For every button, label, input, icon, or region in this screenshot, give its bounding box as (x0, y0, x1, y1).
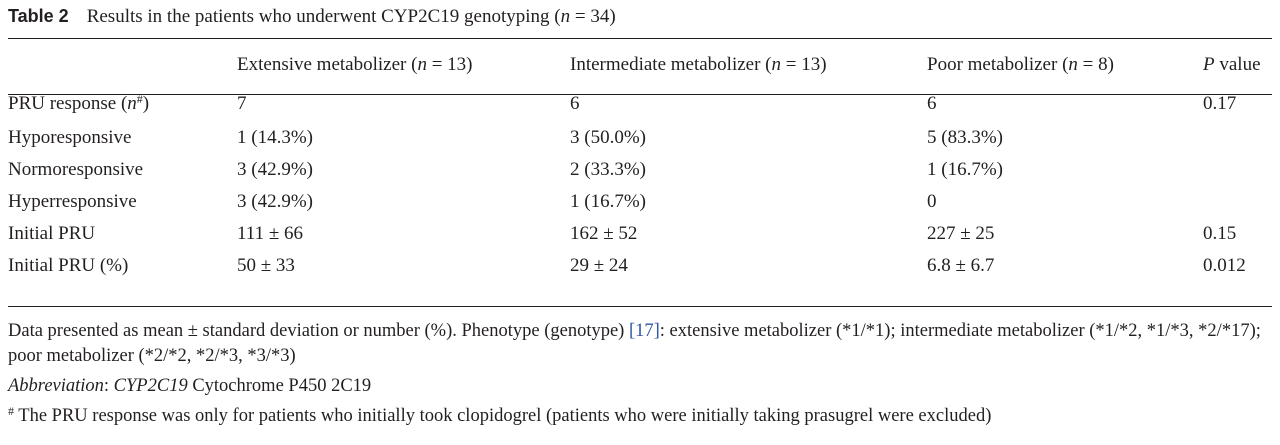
cell-intermediate: 162 ± 52 (570, 223, 638, 244)
table-title: Results in the patients who underwent CYP2C19 genotyping (n = 34) (86, 6, 616, 27)
cell-intermediate: 29 ± 24 (570, 255, 628, 276)
cell-poor: 6 (927, 93, 937, 114)
cell-intermediate: 1 (16.7%) (570, 191, 646, 212)
header-p-value: P value (1203, 54, 1261, 75)
table-row (8, 122, 1278, 154)
reference-link[interactable]: [17] (628, 321, 660, 341)
header-empty (8, 48, 237, 82)
cell-intermediate: 6 (570, 93, 580, 114)
table-row (8, 250, 1278, 282)
cell-p-value (1203, 186, 1278, 218)
row-label: PRU response (n#) (8, 92, 150, 114)
header-poor: Poor metabolizer (n = 8) (927, 54, 1114, 75)
cell-poor: 6.8 ± 6.7 (927, 255, 995, 276)
footnote: # The PRU response was only for patients who initially took clopidogrel (patients who were initially taking prasugrel were excluded) (8, 404, 992, 426)
cell-extensive: 7 (237, 93, 247, 114)
table-notes (8, 319, 1276, 434)
row-label: Hyporesponsive (8, 127, 132, 148)
cell-p-value: 0.15 (1203, 223, 1237, 244)
cell-poor: 0 (927, 191, 937, 212)
table-caption (8, 6, 616, 28)
table-row (8, 218, 1278, 250)
cell-extensive: 3 (42.9%) (237, 159, 313, 180)
row-label: Hyperresponsive (8, 191, 137, 212)
cell-p-value (1203, 122, 1278, 154)
cell-intermediate: 2 (33.3%) (570, 159, 646, 180)
cell-intermediate: 3 (50.0%) (570, 127, 646, 148)
header-intermediate: Intermediate metabolizer (n = 13) (570, 54, 827, 75)
results-table (8, 48, 1278, 282)
top-rule (8, 38, 1272, 39)
bottom-rule (8, 306, 1272, 307)
cell-p-value: 0.012 (1203, 255, 1246, 276)
cell-extensive: 1 (14.3%) (237, 127, 313, 148)
cell-extensive: 50 ± 33 (237, 255, 295, 276)
cell-poor: 227 ± 25 (927, 223, 995, 244)
abbreviation-note: Abbreviation: CYP2C19 Cytochrome P450 2C19 (8, 376, 372, 396)
row-label: Normoresponsive (8, 159, 144, 180)
header-extensive: Extensive metabolizer (n = 13) (237, 54, 473, 75)
header-row (8, 48, 1278, 82)
cell-p-value (1203, 154, 1278, 186)
cell-poor: 1 (16.7%) (927, 159, 1003, 180)
row-label: Initial PRU (8, 223, 96, 244)
cell-p-value: 0.17 (1203, 93, 1237, 114)
table-row (8, 82, 1278, 122)
table-row (8, 154, 1278, 186)
cell-extensive: 111 ± 66 (237, 223, 304, 244)
table-row (8, 186, 1278, 218)
cell-poor: 5 (83.3%) (927, 127, 1003, 148)
data-note: Data presented as mean ± standard deviation or number (%). Phenotype (genotype) [17]: extensive metabolizer (*1/*1); intermediate metabolizer (*1/*2, *1/*3, *2/*17); poor metabolizer (*2/*2, *2/*3, *3/*3) (8, 321, 1261, 366)
row-label: Initial PRU (%) (8, 255, 129, 276)
cell-extensive: 3 (42.9%) (237, 191, 313, 212)
table-label: Table 2 (8, 6, 69, 26)
